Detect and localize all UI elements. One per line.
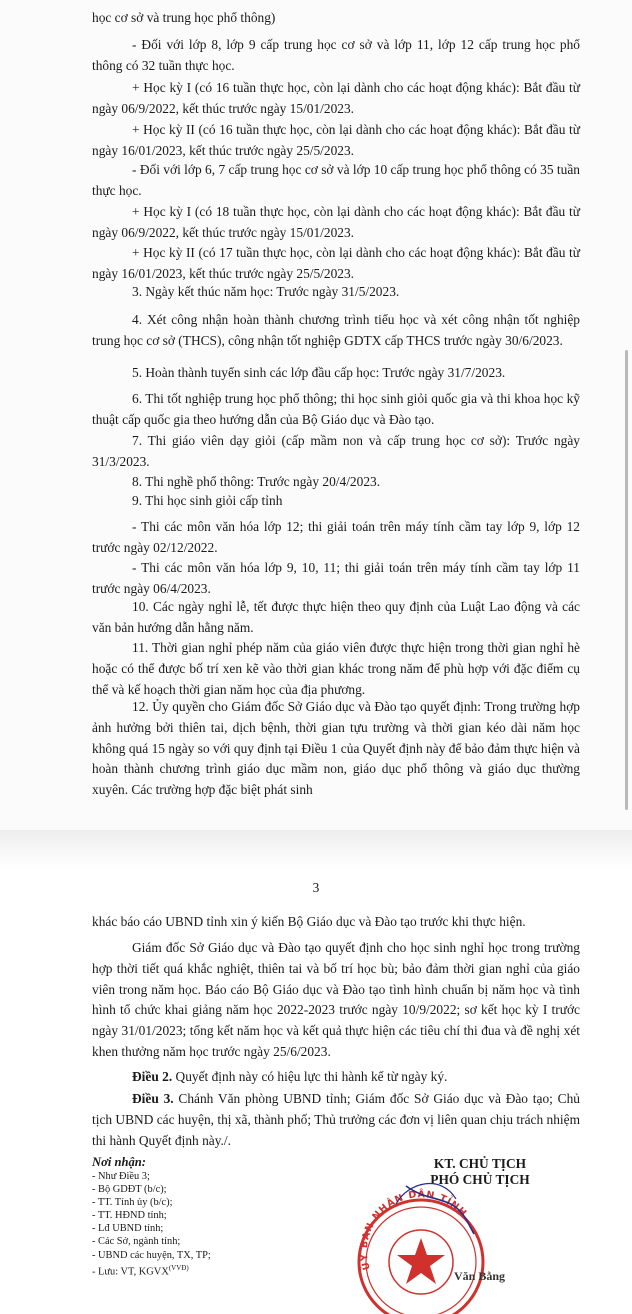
article-3-text: Chánh Văn phòng UBND tỉnh; Giám đốc Sở Giáo dục và Đào tạo; Chủ tịch UBND các huyện, thị xã, thành phố; Thủ trưởng các đơn vị liên quan chịu trách nhiệm thi hành Quyết định này./. [92, 1091, 580, 1148]
article-2 [92, 1067, 580, 1088]
article-3-label: Điều 3. [132, 1091, 174, 1106]
paragraph-item-5: 5. Hoàn thành tuyển sinh các lớp đầu cấp học: Trước ngày 31/7/2023. [132, 365, 506, 380]
recipient-item-suffix: (VVĐ) [168, 1263, 189, 1272]
recipients-title: Nơi nhận: [92, 1155, 147, 1169]
paragraph-item-9: 9. Thi học sinh giỏi cấp tỉnh [132, 493, 283, 508]
recipient-item: - TT. Tỉnh ủy (b/c); [92, 1197, 173, 1209]
article-3 [92, 1089, 580, 1151]
recipients-block [92, 1155, 292, 1278]
paragraph-semester-1-b: + Học kỳ I (có 18 tuần thực học, còn lại dành cho các hoạt động khác): Bắt đầu từ ngày 06/9/2022, kết thúc trước ngày 15/01/2023. [92, 204, 580, 240]
paragraph-item-11: 11. Thời gian nghỉ phép năm của giáo viên được thực hiện trong thời gian nghỉ hè hoặc có thể được bố trí xen kẽ vào thời gian khác trong năm để phù hợp với đặc điểm cụ thể và kế hoạch thời gian năm học của địa phương. [92, 640, 580, 697]
paragraph-semester-2-a: + Học kỳ II (có 16 tuần thực học, còn lại dành cho các hoạt động khác): Bắt đầu từ ngày 16/01/2023, kết thúc trước ngày 25/5/2023. [92, 122, 580, 158]
page-break [0, 830, 632, 872]
recipient-item: - UBND các huyện, TX, TP; [92, 1249, 211, 1261]
recipient-item: - Các Sở, ngành tỉnh; [92, 1236, 181, 1248]
paragraph-page3-continuation: khác báo cáo UBND tỉnh xin ý kiến Bộ Giáo dục và Đào tạo trước khi thực hiện. [92, 914, 526, 929]
paragraph-item-12: 12. Ủy quyền cho Giám đốc Sở Giáo dục và Đào tạo quyết định: Trong trường hợp ảnh hưởng bởi thiên tai, dịch bệnh, thời gian tựu trường và thời gian kéo dài năm học không quá 15 ngày so với quy định tại Điều 1 của Quyết định này để bảo đảm thực hiện và hoàn thành chương trình giáo dục mầm non, giáo dục phổ thông và giáo dục thường xuyên. Các trường hợp đặc biệt phát sinh [92, 699, 580, 798]
paragraph-item-7: 7. Thi giáo viên dạy giỏi (cấp mầm non và cấp trung học cơ sở): Trước ngày 31/3/2023. [92, 433, 580, 469]
paragraph-continuation: học cơ sở và trung học phổ thông) [92, 10, 276, 25]
recipient-item [92, 1262, 292, 1279]
signer-name: Văn Bằng [454, 1269, 506, 1283]
paragraph-item-9-b: - Thi các môn văn hóa lớp 9, 10, 11; thi giải toán trên máy tính cầm tay lớp 11 trước ngày 06/4/2023. [92, 560, 580, 596]
recipient-item: - Như Điều 3; [92, 1171, 150, 1182]
paragraph-item-10: 10. Các ngày nghỉ lễ, tết được thực hiện theo quy định của Luật Lao động và các văn bản hướng dẫn hằng năm. [92, 599, 580, 635]
article-2-label: Điều 2. [132, 1069, 173, 1084]
paragraph-grade-8-9-11-12: - Đối với lớp 8, lớp 9 cấp trung học cơ sở và lớp 11, lớp 12 cấp trung học phổ thông có 32 tuần thực học. [92, 37, 580, 73]
paragraph-semester-2-b: + Học kỳ II (có 17 tuần thực học, còn lại dành cho các hoạt động khác): Bắt đầu từ ngày 16/01/2023, kết thúc trước ngày 25/5/2023. [92, 245, 580, 281]
signature-title-1: KT. CHỦ TỊCH [433, 1156, 527, 1171]
paragraph-item-3: 3. Ngày kết thúc năm học: Trước ngày 31/5/2023. [132, 284, 400, 299]
paragraph-director-decision: Giám đốc Sở Giáo dục và Đào tạo quyết định cho học sinh nghỉ học trong trường hợp thời tiết quá khắc nghiệt, thiên tai và bố trí học bù; bảo đảm thời gian nghỉ của giáo viên trong năm học. Báo cáo Bộ Giáo dục và Đào tạo tình hình chuẩn bị năm học và tình hình tổ chức khai giảng năm học 2022-2023 trước ngày 10/9/2022; sơ kết học kỳ I trước ngày 31/01/2023; tổng kết năm học và kết quả thực hiện các tiêu chí thi đua và đề nghị xét khen thưởng năm học trước ngày 25/6/2023. [92, 940, 580, 1059]
article-2-text: Quyết định này có hiệu lực thi hành kể từ ngày ký. [172, 1069, 448, 1084]
signature-title-2: PHÓ CHỦ TỊCH [430, 1172, 530, 1187]
recipient-item: - Lđ UBND tỉnh; [92, 1223, 164, 1235]
page-number: 3 [312, 880, 320, 895]
paragraph-semester-1-a: + Học kỳ I (có 16 tuần thực học, còn lại dành cho các hoạt động khác): Bắt đầu từ ngày 06/9/2022, kết thúc trước ngày 15/01/2023. [92, 80, 580, 116]
paragraph-grade-6-7-10: - Đối với lớp 6, 7 cấp trung học cơ sở và lớp 10 cấp trung học phổ thông có 35 tuần thực học. [92, 162, 580, 198]
seal-text: ỦY BAN NHÂN DÂN TỈNH [358, 1189, 469, 1272]
recipient-item: - TT. HĐND tỉnh; [92, 1210, 167, 1222]
recipient-item-text: - Lưu: VT, KGVX [92, 1266, 169, 1278]
paragraph-item-8: 8. Thi nghề phổ thông: Trước ngày 20/4/2023. [132, 474, 381, 489]
scrollbar[interactable] [625, 350, 628, 810]
recipient-item: - Bộ GDĐT (b/c); [92, 1184, 167, 1196]
paragraph-item-9-a: - Thi các môn văn hóa lớp 12; thi giải toán trên máy tính cầm tay lớp 9, lớp 12 trước ngày 02/12/2022. [92, 519, 580, 555]
official-seal-icon [346, 1174, 496, 1314]
paragraph-item-6: 6. Thi tốt nghiệp trung học phổ thông; thi học sinh giỏi quốc gia và thi khoa học kỹ thuật cấp quốc gia theo hướng dẫn của Bộ Giáo dục và Đào tạo. [92, 391, 580, 427]
paragraph-item-4: 4. Xét công nhận hoàn thành chương trình tiểu học và xét công nhận tốt nghiệp trung học cơ sở (THCS), công nhận tốt nghiệp GDTX cấp THCS trước ngày 30/6/2023. [92, 312, 580, 348]
